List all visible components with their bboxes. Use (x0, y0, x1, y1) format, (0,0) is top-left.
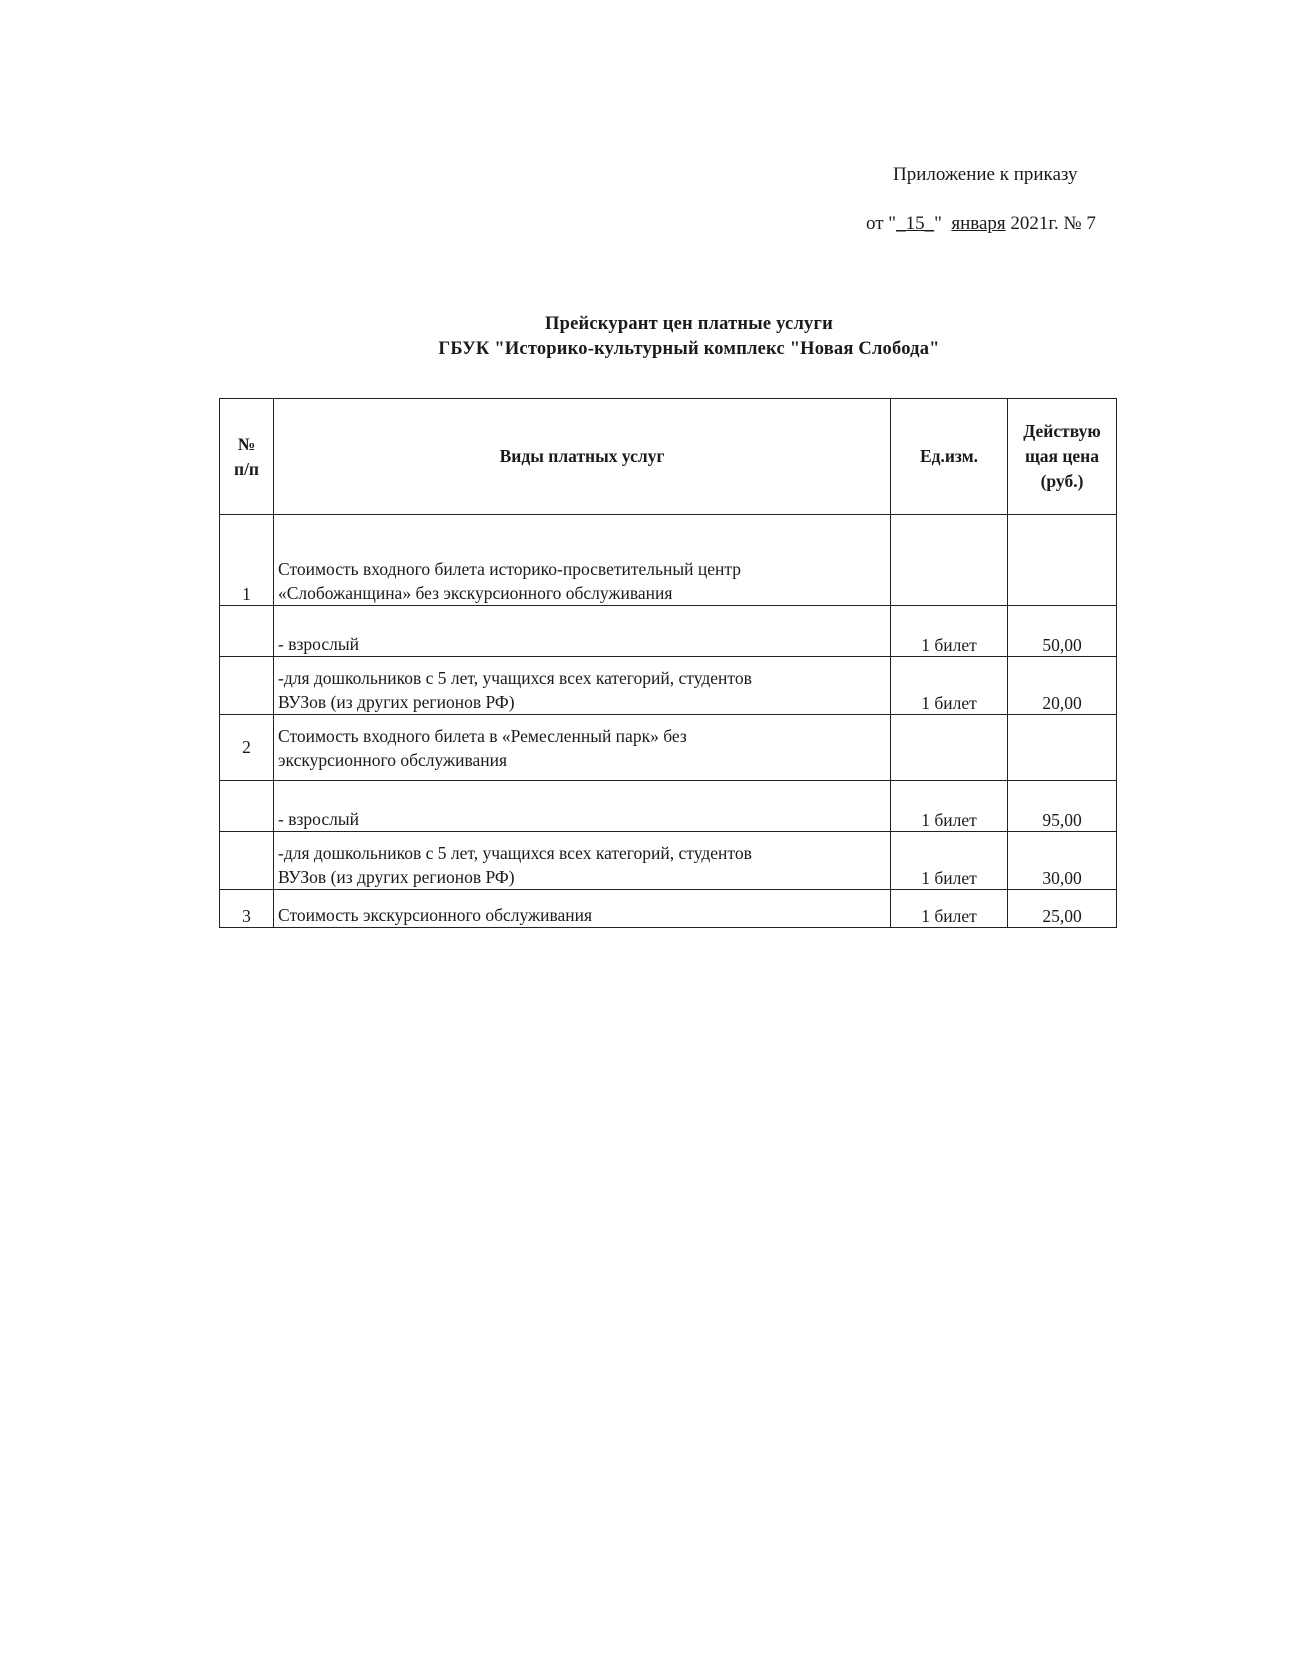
row-unit: 1 билет (891, 657, 1008, 715)
row-num (220, 606, 274, 657)
appendix-caption: Приложение к приказу (893, 164, 1078, 185)
order-day: _15_ (896, 213, 935, 234)
row-price: 20,00 (1008, 657, 1117, 715)
row-description: Стоимость экскурсионного обслуживания (274, 890, 891, 928)
row-unit: 1 билет (891, 832, 1008, 890)
table-row (220, 606, 1117, 657)
document-title: Прейскурант цен платные услуги (545, 314, 833, 334)
row-description (274, 832, 891, 890)
table-row (220, 832, 1117, 890)
row-description: - взрослый (274, 606, 891, 657)
table-row (220, 781, 1117, 832)
row-num (220, 781, 274, 832)
row-num (220, 832, 274, 890)
row-price (1008, 715, 1117, 781)
document-subtitle: ГБУК "Историко-культурный комплекс "Новая Слобода" (438, 339, 940, 359)
row-unit (891, 715, 1008, 781)
row-num (220, 657, 274, 715)
row-num: 3 (220, 890, 274, 928)
table-row (220, 890, 1117, 928)
price-table (219, 398, 1117, 928)
row-description-line1: -для дошкольников с 5 лет, учащихся всех категорий, студентов (278, 668, 752, 688)
row-unit (891, 515, 1008, 606)
table-row (220, 715, 1117, 781)
row-description-line2: ВУЗов (из других регионов РФ) (278, 867, 515, 887)
row-description: - взрослый (274, 781, 891, 832)
row-description-line2: ВУЗов (из других регионов РФ) (278, 692, 515, 712)
header-price-line1: Действую (1023, 421, 1101, 441)
header-price-line3: (руб.) (1040, 471, 1084, 491)
row-unit: 1 билет (891, 606, 1008, 657)
row-num: 2 (220, 715, 274, 781)
header-service: Виды платных услуг (274, 399, 891, 515)
order-reference (866, 213, 1096, 235)
order-month-ending: я (996, 213, 1006, 234)
row-description-line1: Стоимость входного билета историко-просветительный центр (278, 559, 741, 579)
row-unit: 1 билет (891, 781, 1008, 832)
order-month-stem: январ (951, 213, 997, 234)
table-row (220, 515, 1117, 606)
order-prefix: от " (866, 213, 897, 234)
row-description-line1: -для дошкольников с 5 лет, учащихся всех категорий, студентов (278, 843, 752, 863)
header-price (1008, 399, 1117, 515)
order-year-number: 2021г. № 7 (1005, 213, 1096, 234)
row-num: 1 (220, 515, 274, 606)
header-num-label: п/п (233, 458, 260, 479)
row-description-line1: Стоимость входного билета в «Ремесленный парк» без (278, 725, 687, 746)
table-row (220, 657, 1117, 715)
header-unit: Ед.изм. (891, 399, 1008, 515)
row-price: 25,00 (1008, 890, 1117, 928)
row-price: 30,00 (1008, 832, 1117, 890)
order-quote: " (934, 213, 942, 234)
row-description (274, 715, 891, 781)
row-description-line2: «Слобожанщина» без экскурсионного обслуживания (278, 583, 673, 603)
row-description (274, 515, 891, 606)
row-unit: 1 билет (891, 890, 1008, 928)
header-num-symbol: № (237, 433, 256, 454)
header-price-line2: щая цена (1024, 446, 1100, 466)
table-header-row (220, 399, 1117, 515)
header-num (220, 399, 274, 515)
row-price: 95,00 (1008, 781, 1117, 832)
row-price (1008, 515, 1117, 606)
row-description (274, 657, 891, 715)
row-description-line2: экскурсионного обслуживания (278, 749, 508, 770)
order-month (951, 213, 1005, 234)
row-price: 50,00 (1008, 606, 1117, 657)
